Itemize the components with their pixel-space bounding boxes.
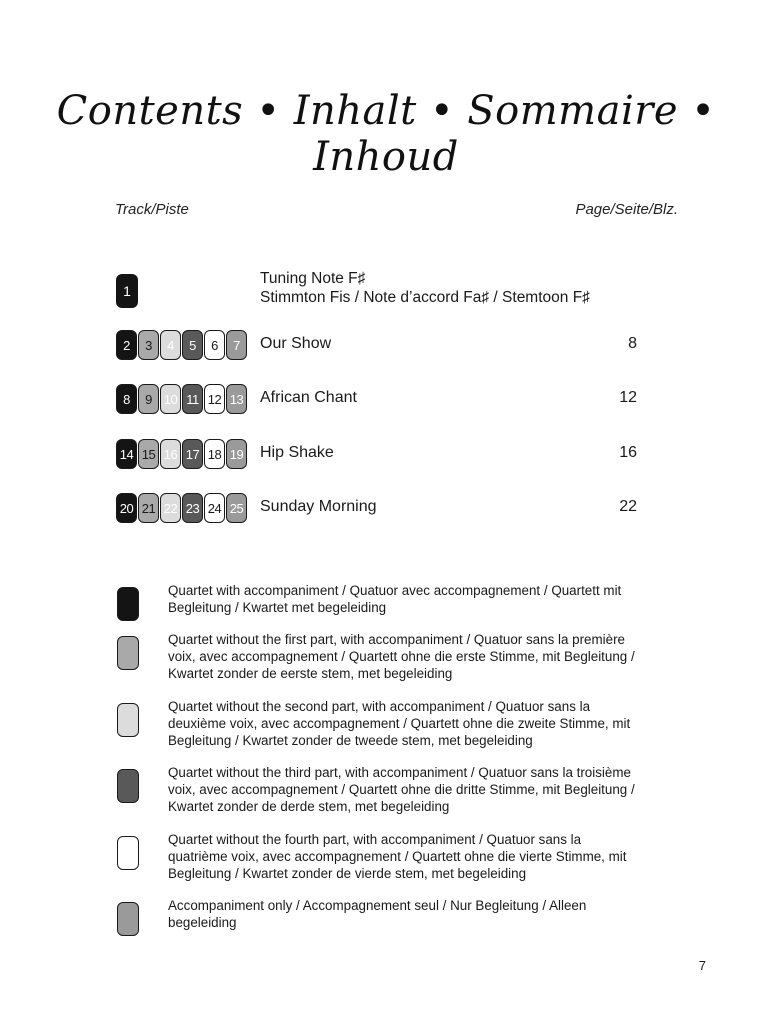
legend-swatch xyxy=(117,703,139,737)
legend-text: Quartet without the fourth part, with accompaniment / Quatuor sans la quatrième voix, avec accompagnement / Quartett ohne die vierte Stimme, mit Begleitung / Kwartet zonder de vierde stem, met begeleiding xyxy=(168,832,627,881)
track-badge[interactable]: 21 xyxy=(138,493,159,523)
track-badge[interactable]: 7 xyxy=(226,330,247,360)
legend-swatch xyxy=(117,636,139,670)
song-page-number: 8 xyxy=(628,335,637,352)
legend-text: Accompaniment only / Accompagnement seul / Nur Begleitung / Alleen begeleiding xyxy=(168,898,587,930)
song-row xyxy=(0,437,772,471)
track-badge[interactable]: 3 xyxy=(138,330,159,360)
track-badge[interactable]: 24 xyxy=(204,493,225,523)
legend-text: Quartet without the second part, with accompaniment / Quatuor sans la deuxième voix, avec accompagnement / Quartett ohne die zweite Stimme, mit Begleitung / Kwartet zonder de tweede stem, met begeleiding xyxy=(168,699,631,748)
legend-text: Quartet with accompaniment / Quatuor avec accompagnement / Quartett mit Begleitung / Kwartet met begeleiding xyxy=(168,583,622,615)
track-badge[interactable]: 18 xyxy=(204,439,225,469)
tuning-note-translations: Stimmton Fis / Note d’accord Fa♯ / Stemtoon F♯ xyxy=(260,289,590,306)
track-badge[interactable]: 17 xyxy=(182,439,203,469)
song-row xyxy=(0,491,772,525)
legend-swatch xyxy=(117,836,139,870)
page-title: Contents • Inhalt • Sommaire • Inhoud xyxy=(56,88,716,180)
track-badge[interactable]: 12 xyxy=(204,384,225,414)
track-badge[interactable]: 2 xyxy=(116,330,137,360)
tuning-note-title: Tuning Note F♯ xyxy=(260,270,366,287)
tuning-track-badge[interactable]: 1 xyxy=(116,274,138,308)
song-row xyxy=(0,382,772,416)
song-title: Sunday Morning xyxy=(260,498,377,515)
song-page-number: 22 xyxy=(619,498,637,515)
track-column-header: Track/Piste xyxy=(115,201,189,218)
track-badge[interactable]: 25 xyxy=(226,493,247,523)
track-badge[interactable]: 5 xyxy=(182,330,203,360)
song-title: Hip Shake xyxy=(260,444,334,461)
legend-swatch xyxy=(117,587,139,621)
track-badge[interactable]: 8 xyxy=(116,384,137,414)
legend-text: Quartet without the third part, with accompaniment / Quatuor sans la troisième voix, avec accompagnement / Quartett ohne die dritte Stimme, mit Begleitung / Kwartet zonder de derde stem, met begeleiding xyxy=(168,765,635,814)
track-badge[interactable]: 11 xyxy=(182,384,203,414)
page-column-header: Page/Seite/Blz. xyxy=(575,201,678,218)
track-badge[interactable]: 15 xyxy=(138,439,159,469)
track-badge[interactable]: 10 xyxy=(160,384,181,414)
track-badge[interactable]: 19 xyxy=(226,439,247,469)
page-number: 7 xyxy=(698,958,706,973)
song-title: African Chant xyxy=(260,389,357,406)
track-badge[interactable]: 16 xyxy=(160,439,181,469)
track-badge[interactable]: 23 xyxy=(182,493,203,523)
legend-swatch xyxy=(117,902,139,936)
track-badge[interactable]: 6 xyxy=(204,330,225,360)
track-badge[interactable]: 22 xyxy=(160,493,181,523)
track-badge[interactable]: 13 xyxy=(226,384,247,414)
song-page-number: 12 xyxy=(619,389,637,406)
song-title: Our Show xyxy=(260,335,332,352)
tuning-note-entry xyxy=(260,269,590,307)
track-badge[interactable]: 20 xyxy=(116,493,137,523)
legend-text: Quartet without the first part, with accompaniment / Quatuor sans la première voix, avec accompagnement / Quartett ohne die erste Stimme, mit Begleitung / Kwartet zonder de eerste stem, met begeleiding xyxy=(168,632,635,681)
legend-swatch xyxy=(117,769,139,803)
song-row xyxy=(0,328,772,362)
track-badge[interactable]: 9 xyxy=(138,384,159,414)
song-page-number: 16 xyxy=(619,444,637,461)
track-badge[interactable]: 4 xyxy=(160,330,181,360)
track-badge[interactable]: 14 xyxy=(116,439,137,469)
